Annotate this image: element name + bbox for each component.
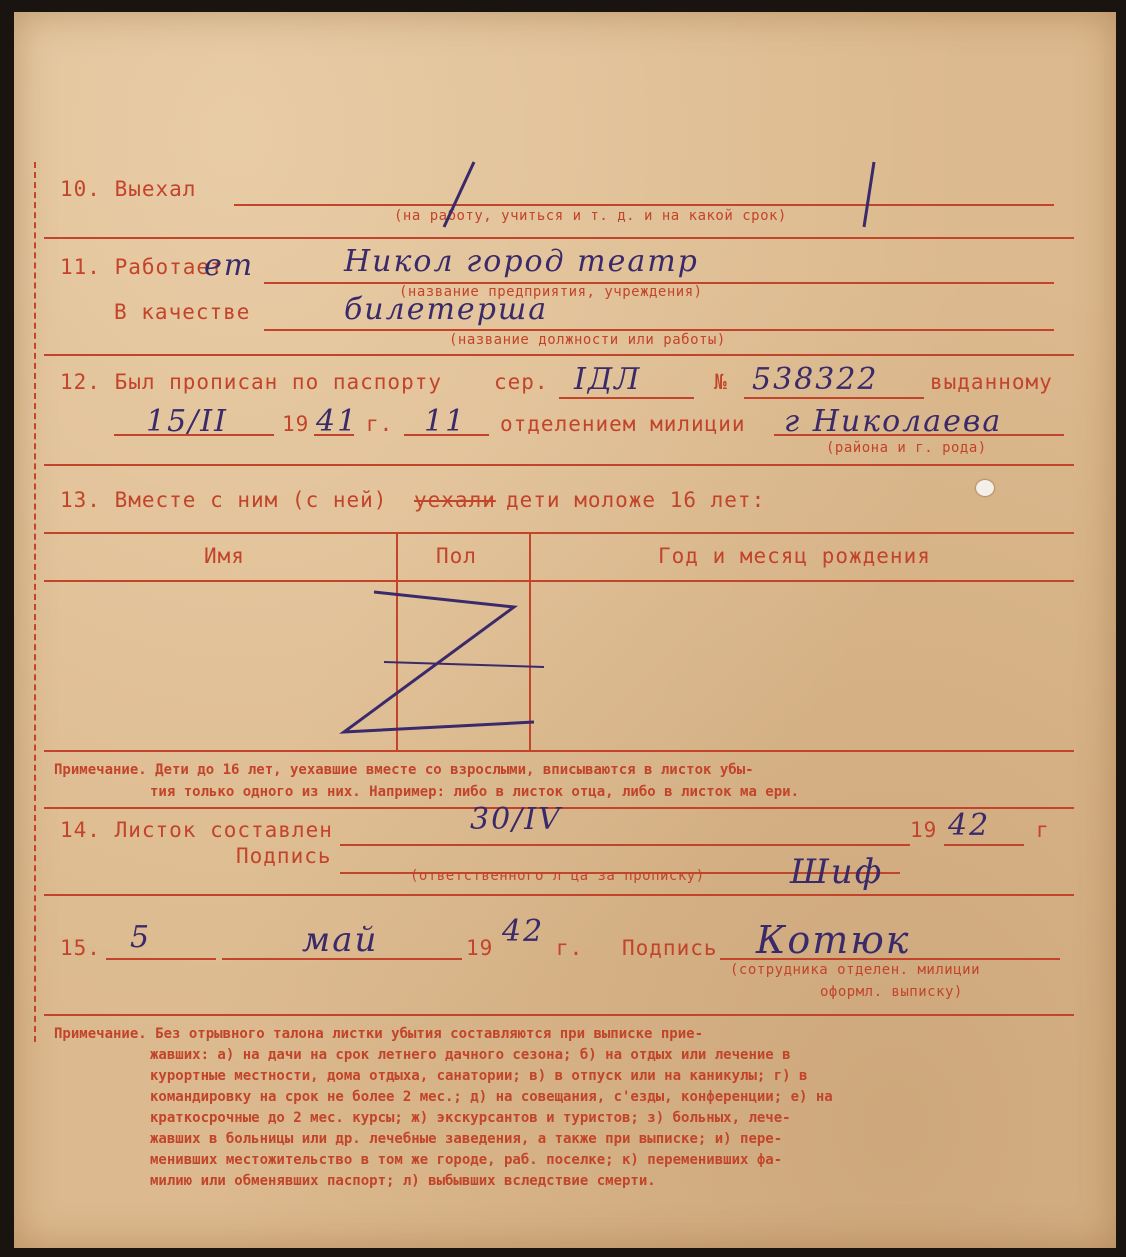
field-10-label: 10. Выехал: [60, 177, 197, 201]
table-z-strike: [314, 582, 574, 752]
field-15-month: май: [302, 920, 379, 960]
field-12-g: г.: [366, 412, 394, 436]
field-11b-caption: (название должности или работы): [449, 332, 726, 348]
field-15-sign-label: Подпись: [622, 936, 718, 960]
field-12-year: 41: [316, 404, 359, 439]
field-13-label: 13. Вместе с ним (с ней): [60, 488, 388, 512]
field-13-tail: дети моложе 16 лет:: [506, 488, 766, 512]
field-11b-label: В качестве: [114, 300, 251, 324]
field-11-employer: Никол город театр: [344, 244, 699, 279]
field-12-label: 12. Был прописан по паспорту: [60, 370, 443, 394]
note-2-line: милию или обменявших паспорт; л) выбывших вследствие смерти.: [150, 1173, 656, 1189]
note-1-line-2: тия только одного из них. Например: либо в листок отца, либо в листок ма ери.: [150, 784, 800, 800]
note-2-line: краткосрочные до 2 мес. курсы; ж) экскурсантов и туристов; з) больных, лече-: [150, 1110, 791, 1126]
field-14-g: г: [1036, 818, 1050, 842]
paper-hole: [976, 480, 994, 496]
field-14-label: 14. Листок составлен: [60, 818, 333, 842]
table-bottom-line: [44, 750, 1074, 752]
field-12-issued-label: выданному: [930, 370, 1053, 394]
field-12-date: 15/II: [146, 404, 228, 439]
field-12-caption: (района и г. рода): [826, 440, 987, 456]
field-11b-line: [264, 329, 1054, 331]
field-12-dept-label: отделением милиции: [500, 412, 746, 436]
field-14-year-prefix: 19: [910, 818, 938, 842]
field-15-day: 5: [130, 920, 152, 955]
divider: [44, 237, 1074, 239]
note-2-line: курортные местности, дома отдыха, санатории; в) в отпуск или на каникулы; г) в: [150, 1068, 808, 1084]
field-12-city-line: [774, 434, 1064, 436]
field-15-caption-2: оформл. выписку): [820, 984, 963, 1000]
col-name-header: Имя: [204, 544, 245, 568]
field-10-caption: (на работу, учиться и т. д. и на какой срок): [394, 208, 787, 224]
field-15-day-line: [106, 958, 216, 960]
perforation-line: [34, 162, 36, 1042]
document-sheet: [14, 12, 1116, 1248]
divider: [44, 894, 1074, 896]
field-14-year-line: [944, 844, 1024, 846]
col-birth-header: Год и месяц рождения: [658, 544, 931, 568]
col-sex-header: Пол: [436, 544, 477, 568]
divider: [44, 464, 1074, 466]
field-15-year: 42: [502, 914, 545, 949]
field-12-no-label: №: [714, 370, 728, 394]
field-10-dash-marks: [434, 152, 914, 232]
note-2-line: жавших в больницы или др. лечебные заведения, а также при выписке; и) пере-: [150, 1131, 783, 1147]
field-15-sign-line: [720, 958, 1060, 960]
field-12-year-prefix: 19: [282, 412, 310, 436]
field-13-struck: уехали: [414, 488, 496, 512]
field-15-caption-1: (сотрудника отделен. милиции: [730, 962, 981, 978]
note-1-line-1: Примечание. Дети до 16 лет, уехавшие вместе со взрослыми, вписываются в листок убы-: [54, 762, 754, 778]
field-12-dept-no-line: [404, 434, 489, 436]
field-12-number: 538322: [752, 362, 879, 397]
field-12-year-line: [314, 434, 354, 436]
divider: [44, 1014, 1074, 1016]
note-2: [54, 1024, 833, 1192]
note-2-line: менивших местожительство в том же городе, раб. поселке; к) переменивших фа-: [150, 1152, 783, 1168]
field-12-series: IДЛ: [574, 362, 642, 397]
field-12-city: г Николаева: [784, 404, 1003, 439]
field-11-caption: (название предприятия, учреждения): [399, 284, 703, 300]
note-2-line: Примечание. Без отрывного талона листки убытия составляются при выписке прие-: [54, 1026, 704, 1042]
note-2-line: командировку на срок не более 2 мес.; д) на совещания, с'езды, конференции; е) на: [150, 1089, 833, 1105]
field-14-line: [340, 844, 910, 846]
field-12-ser-label: сер.: [494, 370, 549, 394]
field-15-g: г.: [556, 936, 584, 960]
field-14-sign-label: Подпись: [236, 844, 332, 868]
table-top-line: [44, 532, 1074, 534]
field-14-year: 42: [948, 808, 991, 843]
field-14-signature: Шиф: [790, 852, 884, 892]
field-12-no-line: [744, 397, 924, 399]
divider: [44, 354, 1074, 356]
field-14-caption: (ответственного л ца за прописку): [410, 868, 705, 884]
field-12-ser-line: [559, 397, 694, 399]
field-15-label: 15.: [60, 936, 101, 960]
field-15-signature: Котюк: [756, 918, 911, 962]
field-15-year-prefix: 19: [466, 936, 494, 960]
field-14-date: 30/IV: [470, 802, 562, 837]
note-2-line: жавших: а) на дачи на срок летнего дачного сезона; б) на отдых или лечение в: [150, 1047, 791, 1063]
field-12-dept-no: 11: [424, 404, 467, 439]
field-11-suffix: ет: [204, 248, 255, 283]
field-15-month-line: [222, 958, 462, 960]
field-11-position: билетерша: [344, 292, 549, 327]
field-11-label: 11. Работает: [60, 255, 224, 279]
field-12-date-line: [114, 434, 274, 436]
